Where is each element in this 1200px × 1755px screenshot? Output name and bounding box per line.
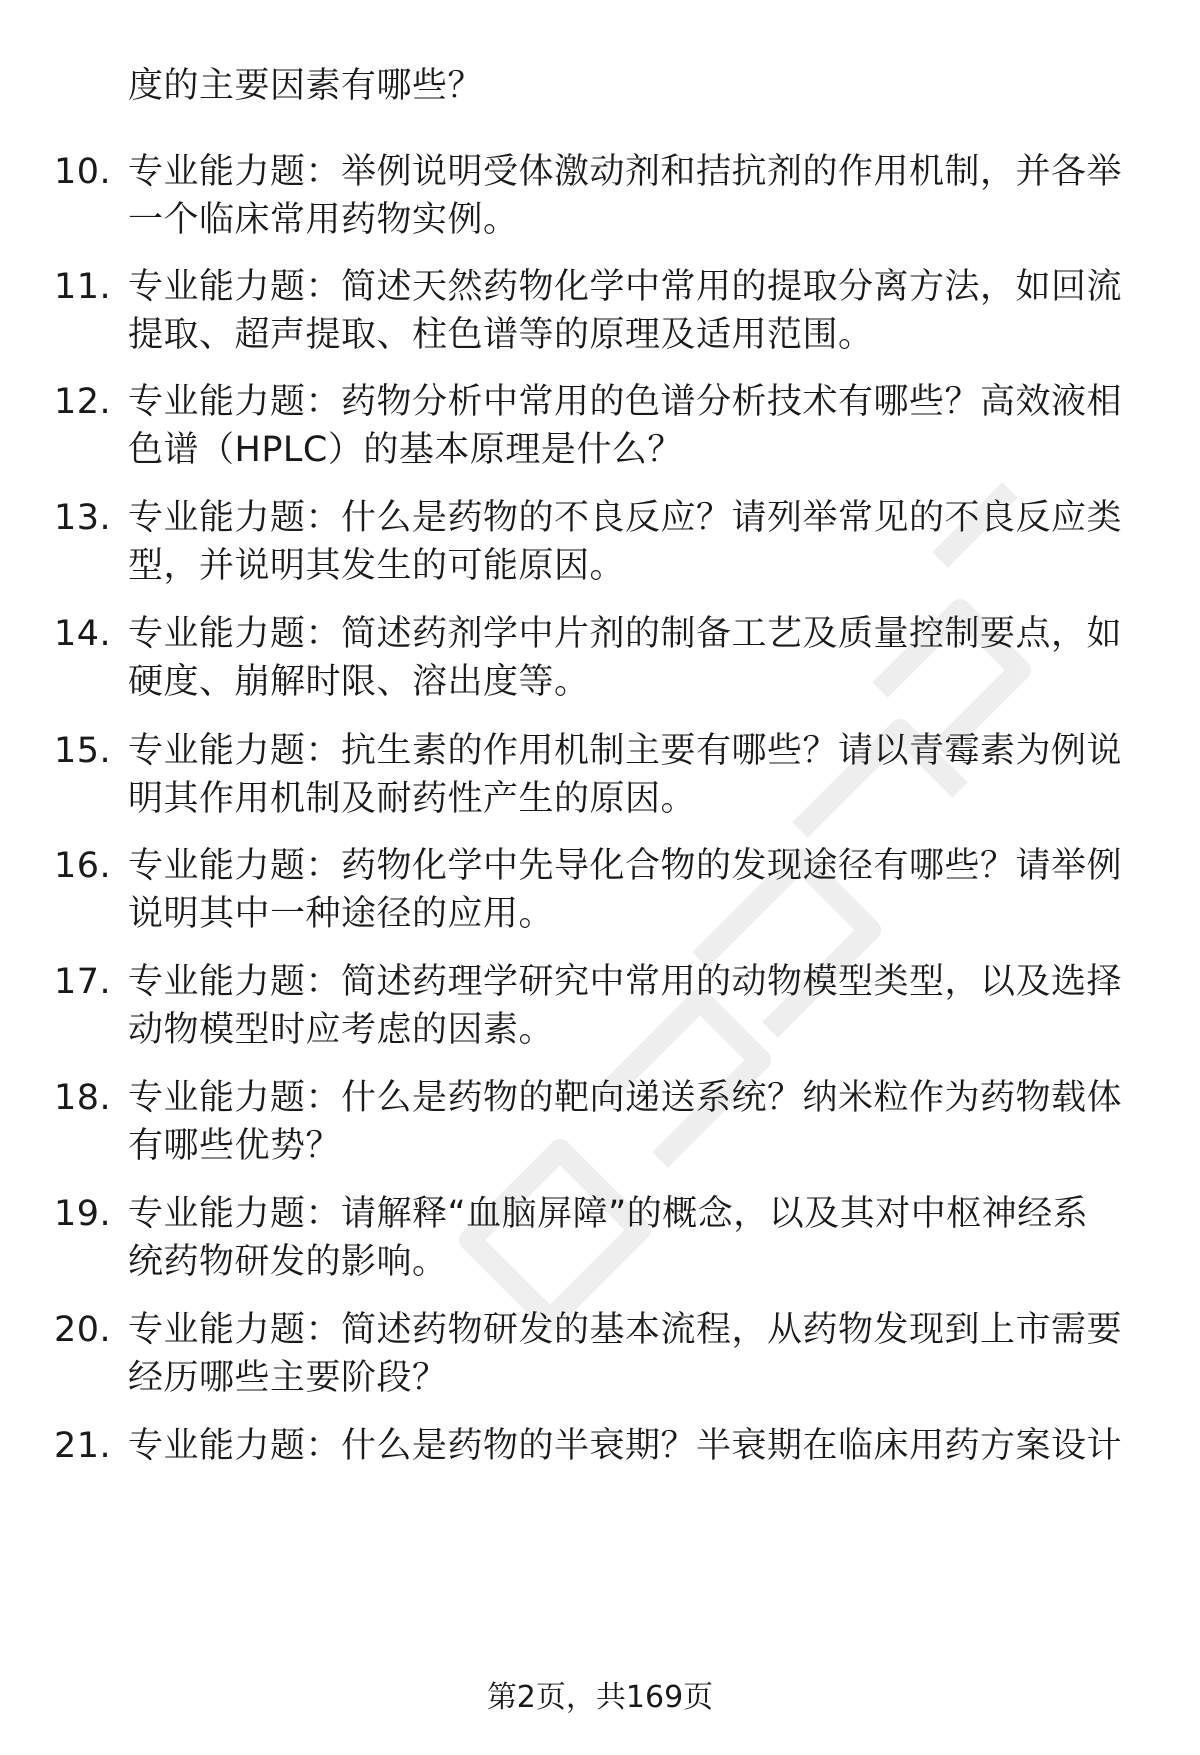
item-text-line: 色谱（HPLC）的基本原理是什么？ [128, 430, 683, 470]
item-text-line: 明其作用机制及耐药性产生的原因。 [128, 779, 697, 819]
item-text-line: 动物模型时应考虑的因素。 [128, 1010, 555, 1050]
item-text-line: 专业能力题：简述天然药物化学中常用的提取分离方法，如回流 [128, 267, 1123, 307]
continuation-text: 度的主要因素有哪些？ [128, 66, 484, 106]
item-text-line: 统药物研发的影响。 [128, 1242, 448, 1282]
item-number: 13. [54, 498, 112, 538]
item-text-line: 专业能力题：什么是药物的不良反应？请列举常见的不良反应类 [128, 498, 1123, 538]
item-number: 19. [54, 1194, 112, 1234]
item-text-line: 经历哪些主要阶段？ [128, 1358, 448, 1398]
item-text-line: 提取、超声提取、柱色谱等的原理及适用范围。 [128, 315, 874, 355]
item-number: 15. [54, 731, 112, 771]
item-text-line: 专业能力题：药物分析中常用的色谱分析技术有哪些？高效液相 [128, 382, 1123, 422]
item-text-line: 专业能力题：举例说明受体激动剂和拮抗剂的作用机制，并各举 [128, 152, 1123, 192]
item-number: 21. [54, 1426, 112, 1466]
item-number: 11. [54, 267, 112, 307]
item-text-line: 说明其中一种途径的应用。 [128, 894, 555, 934]
item-text-line: 专业能力题：药物化学中先导化合物的发现途径有哪些？请举例 [128, 846, 1123, 886]
item-number: 18. [54, 1078, 112, 1118]
item-number: 14. [54, 614, 112, 654]
item-text-line: 专业能力题：什么是药物的靶向递送系统？纳米粒作为药物载体 [128, 1078, 1123, 1118]
item-text-line: 专业能力题：简述药物研发的基本流程，从药物发现到上市需要 [128, 1310, 1123, 1350]
item-text-line: 型，并说明其发生的可能原因。 [128, 546, 626, 586]
item-text-line: 专业能力题：抗生素的作用机制主要有哪些？请以青霉素为例说 [128, 731, 1123, 771]
item-number: 12. [54, 382, 112, 422]
item-text-line: 专业能力题：简述药剂学中片剂的制备工艺及质量控制要点，如 [128, 614, 1123, 654]
item-number: 10. [54, 152, 112, 192]
page-footer: 第2页，共169页 [486, 1680, 714, 1715]
item-number: 16. [54, 846, 112, 886]
item-text-line: 一个临床常用药物实例。 [128, 200, 519, 240]
item-number: 20. [54, 1310, 112, 1350]
item-text-line: 专业能力题：简述药理学研究中常用的动物模型类型，以及选择 [128, 962, 1123, 1002]
item-number: 17. [54, 962, 112, 1002]
item-text-line: 专业能力题：什么是药物的半衰期？半衰期在临床用药方案设计 [128, 1426, 1123, 1466]
item-text-line: 专业能力题：请解释“血脑屏障”的概念，以及其对中枢神经系 [128, 1194, 1089, 1234]
item-text-line: 有哪些优势？ [128, 1126, 342, 1166]
item-text-line: 硬度、崩解时限、溶出度等。 [128, 662, 590, 702]
